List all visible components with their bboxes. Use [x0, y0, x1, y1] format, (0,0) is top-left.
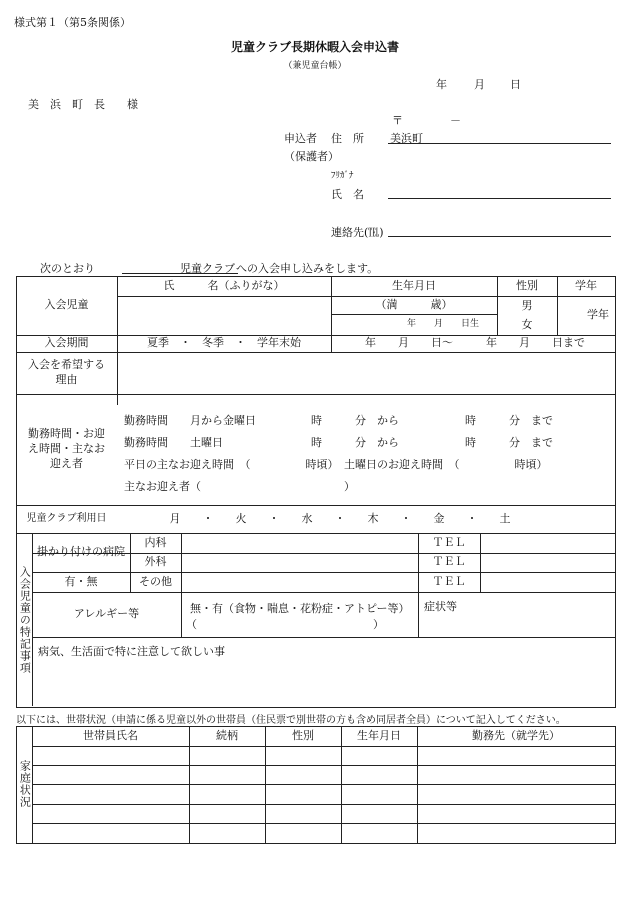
grade-unit: 学年 [587, 308, 609, 322]
applicant-label: 申込者 [284, 132, 317, 145]
child-name-input[interactable] [117, 296, 331, 335]
sex-female[interactable]: 女 [521, 317, 533, 331]
work-row-weekday[interactable]: 勤務時間 月から金曜日 時 分 から 時 分 まで [124, 414, 553, 427]
child-name-header: 氏 名（ふりがな） [163, 278, 285, 292]
postal-dash: － [450, 114, 461, 127]
period-label: 入会期間 [44, 336, 89, 350]
date-day: 日 [510, 78, 521, 91]
household-side-text: 家庭状況 [18, 760, 32, 808]
dept-internal: 内科 [144, 535, 167, 549]
form-number: 様式第１（第5条関係） [14, 16, 131, 29]
household-side-label [16, 726, 32, 842]
page-title: 児童クラブ長期休暇入会申込書 [230, 40, 399, 54]
sex-header: 性別 [516, 278, 538, 292]
page-subtitle: （兼児童台帳） [283, 61, 347, 71]
care-notes-label: 病気、生活面で特に注意して欲しい事 [38, 645, 225, 658]
intro-lead: 次のとおり [40, 262, 95, 275]
age-text: （満 歳） [375, 297, 453, 311]
furigana-label: ﾌﾘｶﾞﾅ [331, 171, 354, 181]
usage-days[interactable]: 月 ・ 火 ・ 水 ・ 木 ・ 金 ・ 土 [169, 511, 511, 525]
special-notes-label [16, 533, 32, 706]
address-value[interactable]: 美浜町 [390, 132, 423, 145]
household-header-birth: 生年月日 [357, 728, 401, 742]
contact-underline[interactable] [388, 236, 611, 237]
address-label: 住 所 [331, 132, 364, 145]
household-header-relation: 続柄 [216, 728, 238, 742]
tel-other: ＴＥＬ [432, 574, 466, 588]
address-underline [388, 143, 611, 144]
grade-header: 学年 [575, 278, 597, 292]
date-year: 年 [436, 78, 447, 91]
pickup-times[interactable]: 平日の主なお迎え時間 （ 時頃） 土曜日のお迎え時間 （ 時頃） [124, 458, 548, 471]
sex-male[interactable]: 男 [521, 298, 533, 312]
dept-other: その他 [139, 574, 172, 588]
intro-rest: への入会申し込みをします。 [236, 262, 379, 275]
birth-header: 生年月日 [392, 278, 436, 292]
intro-club: 児童クラブ [180, 262, 235, 275]
postal-mark: 〒 [392, 114, 403, 127]
tel-internal: ＴＥＬ [432, 535, 466, 549]
name-underline[interactable] [388, 198, 611, 199]
hospital-has[interactable]: 有・無 [64, 574, 98, 588]
addressee: 美 浜 町 長 様 [28, 98, 138, 111]
days-label: 児童クラブ利用日 [26, 513, 107, 525]
household-header-name: 世帯員氏名 [83, 728, 138, 742]
contact-label: 連絡先(℡) [331, 226, 384, 239]
child-label: 入会児童 [44, 298, 89, 312]
hospital-label: 掛かり付けの病院 [37, 545, 125, 559]
allergy-options[interactable]: 無・有（食物・喘息・花粉症・アトピー等） [190, 602, 410, 615]
reason-input[interactable] [117, 352, 615, 394]
dept-surgery: 外科 [144, 555, 167, 569]
birth-ymd: 年 月 日生 [406, 319, 479, 330]
guardian-label: （保護者） [284, 150, 339, 163]
period-range: 年 月 日～ 年 月 日まで [365, 336, 585, 350]
allergy-detail[interactable]: （ ） [186, 618, 384, 631]
household-header-sex: 性別 [292, 728, 314, 742]
pickup-person[interactable]: 主なお迎え者（ ） [124, 480, 355, 493]
tel-surgery: ＴＥＬ [432, 555, 466, 569]
reason-label: 入会を希望する理由 [28, 358, 105, 386]
symptom-label: 症状等 [424, 600, 457, 613]
name-label: 氏 名 [331, 188, 364, 201]
allergy-label: アレルギー等 [73, 607, 140, 621]
household-note: 以下には、世帯状況（申請に係る児童以外の世帯員（住民票で別世帯の方も含め同居者全員）について記入してください。 [16, 715, 566, 726]
work-label: 勤務時間・お迎え時間・主なお迎え者 [28, 427, 105, 470]
period-options[interactable]: 夏季 ・ 冬季 ・ 学年末始 [147, 336, 301, 350]
household-header-work: 勤務先（就学先） [472, 728, 560, 742]
special-notes-text: 入会児童の特記事項 [18, 565, 32, 674]
date-month: 月 [474, 78, 485, 91]
work-row-saturday[interactable]: 勤務時間 土曜日 時 分 から 時 分 まで [124, 436, 553, 449]
